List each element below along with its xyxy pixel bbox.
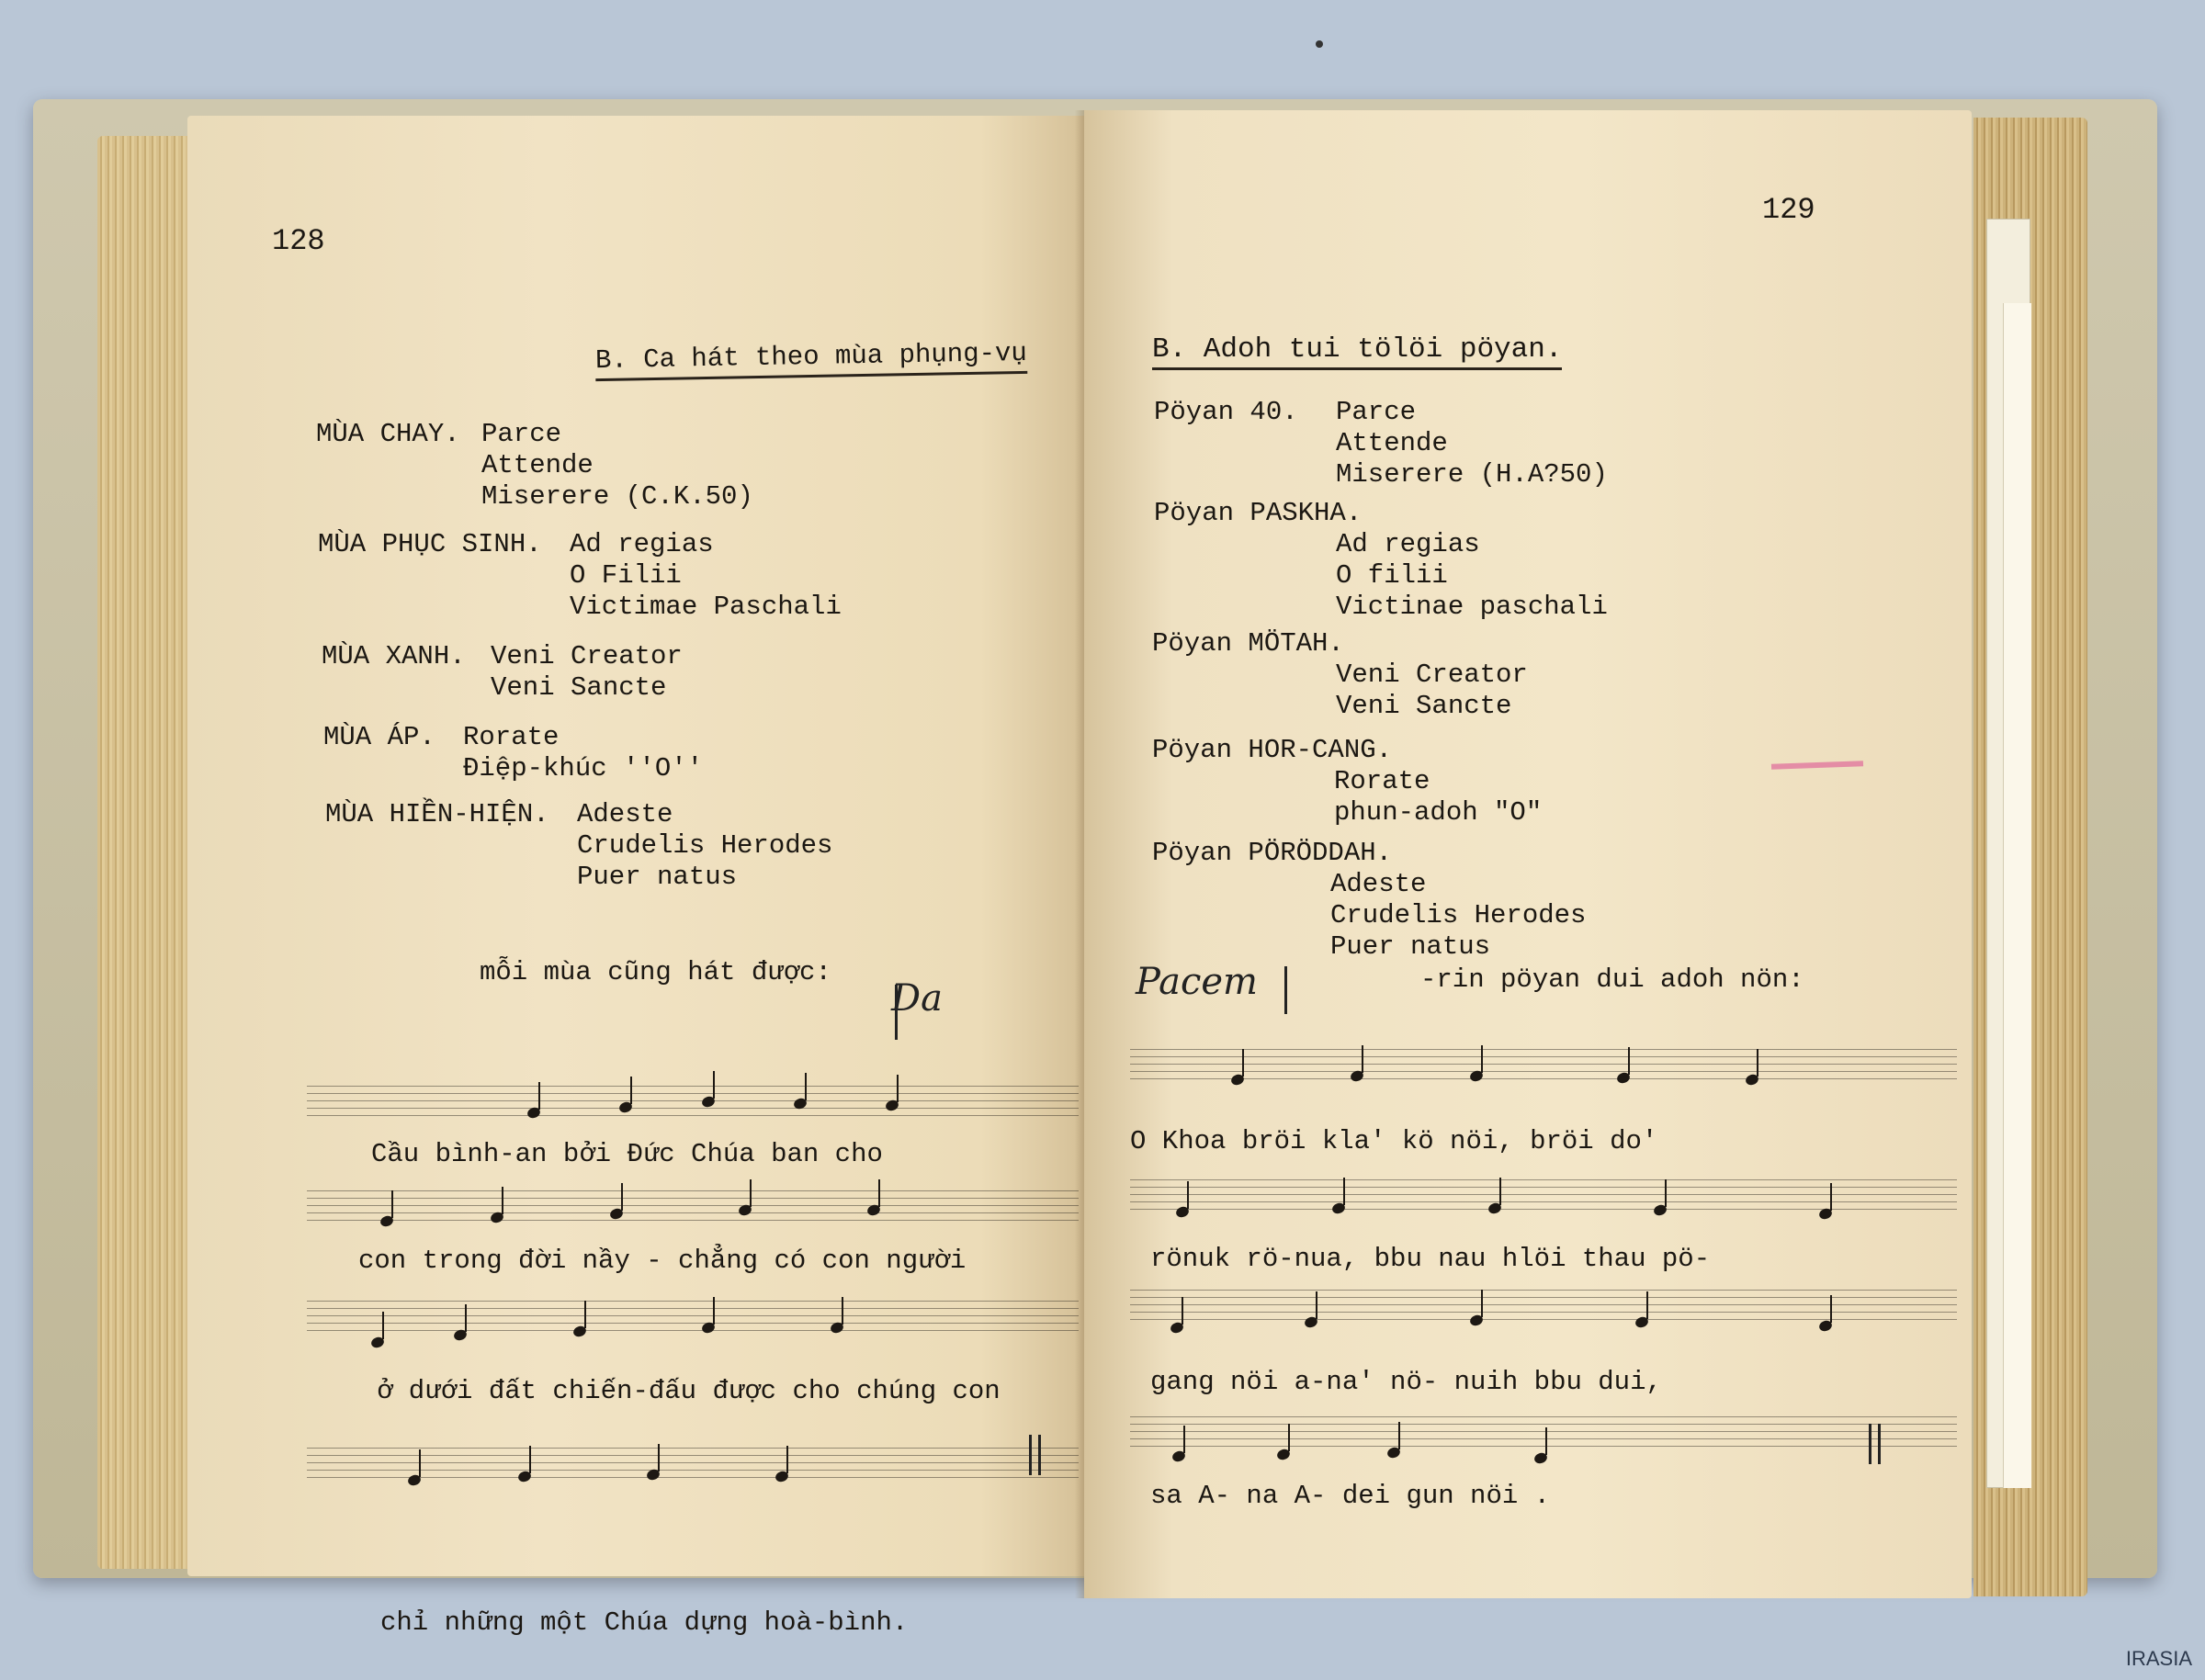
note-stem [1343,1178,1345,1205]
entry-line: Ad regias [1336,529,1480,559]
lyric-line: sa A- na A- dei gun nöi . [1150,1481,1551,1511]
note-stem [897,1075,899,1102]
entry-line: Victinae paschali [1336,592,1608,622]
note-stem [786,1446,788,1473]
handwritten-bar [895,985,898,1040]
entry-line: Parce [1336,397,1417,427]
entry-label: MÙA CHAY. [316,419,460,449]
lyric-line: Cầu bình-an bởi Đức Chúa ban cho [371,1139,883,1169]
note-stem [1182,1297,1183,1325]
lyric-line: O Khoa bröi kla' kö nöi, bröi do' [1130,1126,1658,1156]
entry-line: Crudelis Herodes [1330,900,1587,930]
entry-label: MÙA PHỤC SINH. [318,529,542,559]
music-staff [307,1190,1079,1222]
note-stem [1288,1424,1290,1451]
page-number: 129 [1762,193,1815,227]
note-stem [529,1446,531,1473]
note-stem [502,1187,503,1214]
note-stem [465,1304,467,1332]
note-stem [805,1073,807,1100]
entry-line: Điệp-khúc ''O'' [463,753,704,784]
page-number: 128 [272,224,325,258]
handwritten-bar [1284,966,1287,1014]
note-stem [1481,1045,1483,1073]
final-barline [1869,1424,1871,1464]
note-stem [1242,1049,1244,1077]
lyric-line: rönuk rö-nua, bbu nau hlöi thau pö- [1150,1244,1711,1274]
entry-line: Puer natus [577,862,738,892]
music-staff [1130,1179,1957,1211]
note-stem [621,1183,623,1211]
note-stem [1757,1049,1758,1077]
paper-slip-inner [2003,303,2031,1488]
page-edges-left [97,136,198,1569]
intro-line: -rin pöyan dui adoh nön: [1420,964,1804,995]
note-stem [750,1179,752,1207]
entry-line: Veni Creator [1336,660,1528,690]
section-heading: B. Ca hát theo mùa phụng-vụ [595,338,1027,381]
note-stem [1398,1422,1400,1449]
entry-label: Pöyan PASKHA. [1154,498,1363,528]
lyric-line-4: chỉ những một Chúa dựng hoà-bình. [380,1607,909,1638]
note-stem [538,1082,540,1110]
note-stem [1187,1181,1189,1209]
final-barline [1038,1435,1041,1475]
section-heading: B. Adoh tui tölöi pöyan. [1152,334,1562,370]
note-stem [1481,1290,1483,1317]
music-staff [307,1448,1079,1479]
final-barline [1878,1424,1881,1464]
note-stem [1830,1183,1832,1211]
note-stem [878,1179,880,1207]
entry-line: Adeste [577,799,673,829]
entry-line: Rorate [1334,766,1430,796]
right-page [1084,110,1972,1598]
entry-label: Pöyan HOR-CANG. [1152,735,1393,765]
entry-line: Parce [481,419,562,449]
lyric-line: ở dưới đất chiến-đấu được cho chúng con [377,1376,1001,1406]
note-stem [713,1071,715,1099]
lyric-line: con trong đời nầy - chẳng có con người [358,1246,967,1276]
entry-line: Adeste [1330,869,1427,899]
entry-line: Attende [1336,428,1448,458]
note-stem [658,1444,660,1471]
music-staff [1130,1290,1957,1321]
note-stem [1830,1295,1832,1323]
note-stem [1665,1179,1667,1207]
entry-label: MÙA XANH. [322,641,466,671]
entry-line: phun-adoh "O" [1334,797,1543,828]
final-barline [1029,1435,1032,1475]
entry-line: Ad regias [570,529,714,559]
entry-label: MÙA ÁP. [323,722,435,752]
entry-line: Puer natus [1330,931,1491,962]
handwritten-annotation: Pacem [1136,961,1258,1003]
note-stem [713,1297,715,1325]
entry-line: Miserere (C.K.50) [481,481,753,512]
entry-label: Pöyan MÖTAH. [1152,628,1344,659]
note-stem [391,1190,393,1218]
entry-label: Pöyan 40. [1154,397,1298,427]
entry-line: Miserere (H.A?50) [1336,459,1608,490]
note-stem [382,1312,384,1339]
intro-line: mỗi mùa cũng hát được: [480,957,831,987]
entry-line: Crudelis Herodes [577,830,833,861]
entry-label: Pöyan PÖRÖDDAH. [1152,838,1393,868]
note-stem [1499,1178,1501,1205]
entry-line: Victimae Paschali [570,592,842,622]
handwritten-annotation: Da [891,977,943,1020]
note-stem [1545,1427,1547,1455]
music-staff [1130,1049,1957,1080]
entry-line: Veni Creator [491,641,683,671]
entry-line: Veni Sancte [1336,691,1512,721]
watermark: IRASIA [2125,1647,2192,1670]
entry-line: O Filii [570,560,682,591]
note-stem [1316,1291,1317,1319]
left-page [187,116,1088,1638]
entry-line: O filii [1336,560,1448,591]
entry-line: Rorate [463,722,560,752]
note-stem [419,1449,421,1477]
note-stem [842,1297,843,1325]
dust-speck [1316,40,1323,48]
note-stem [1646,1291,1648,1319]
entry-label: MÙA HIỀN-HIỆN. [325,799,549,829]
note-stem [584,1301,586,1328]
note-stem [1628,1047,1630,1075]
music-staff [1130,1416,1957,1448]
note-stem [1183,1426,1185,1453]
music-staff [307,1086,1079,1117]
lyric-line: gang nöi a-na' nö- nuih bbu dui, [1150,1367,1662,1397]
note-stem [1362,1045,1363,1073]
entry-line: Attende [481,450,594,480]
note-stem [630,1077,632,1104]
entry-line: Veni Sancte [491,672,667,703]
music-staff [307,1301,1079,1332]
